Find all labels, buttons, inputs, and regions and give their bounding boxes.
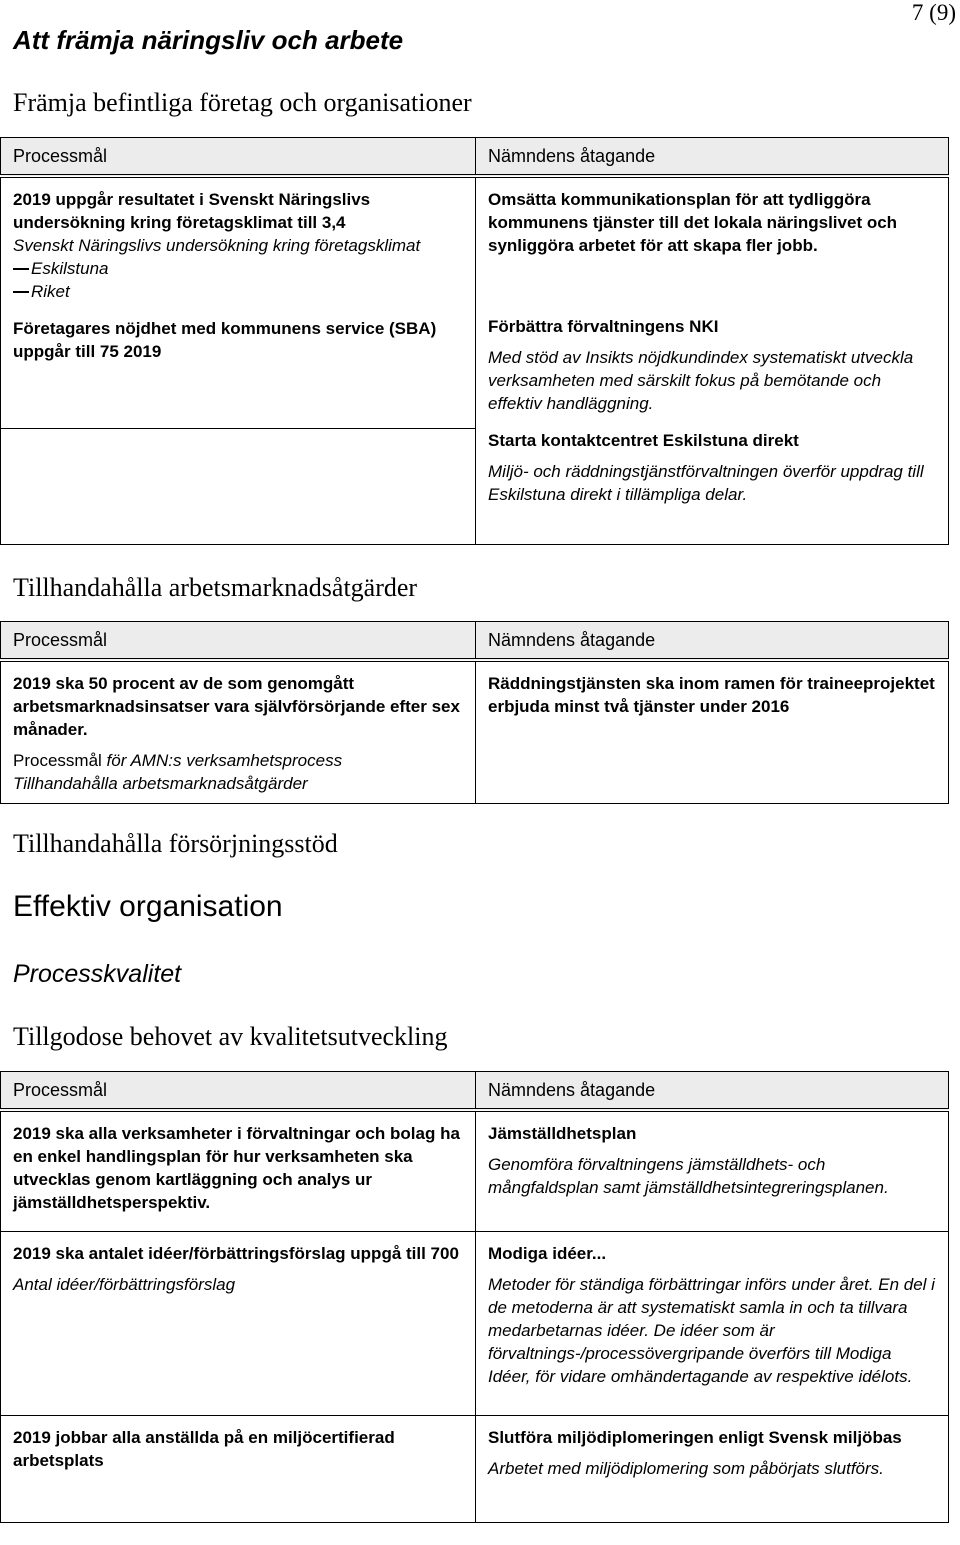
- process-reference-prefix: Processmål: [13, 751, 102, 770]
- measure: Antal idéer/förbättringsförslag: [13, 1275, 236, 1294]
- commitment-title: Jämställdhetsplan: [488, 1124, 637, 1143]
- commitment-text: Miljö- och räddningstjänstförvaltningen överför uppdrag till Eskilstuna direkt i tillämpliga delar.: [488, 462, 924, 504]
- process-goal-cell: [1, 660, 476, 804]
- commitment-cell: [476, 1416, 949, 1523]
- column-header-committee-commitment: Nämndens åtagande: [476, 622, 949, 661]
- heading-process-quality: Processkvalitet: [13, 960, 182, 988]
- commitment-title: Modiga idéer...: [488, 1244, 607, 1263]
- process-goal-cell: [1, 1232, 476, 1416]
- section-heading-labour-market: Tillhandahålla arbetsmarknadsåtgärder: [13, 573, 418, 602]
- process-goal-cell: [1, 176, 476, 429]
- process-goal: 2019 ska antalet idéer/förbättringsförslag uppgå till 700: [13, 1244, 459, 1263]
- process-goal: 2019 uppgår resultatet i Svenskt Näringslivs undersökning kring företagsklimat till 3,4: [13, 190, 371, 232]
- measure-item-label: Eskilstuna: [31, 259, 109, 278]
- process-reference-rest: för AMN:s verksamhetsprocess: [101, 751, 343, 770]
- goal-table-quality-development: [0, 1071, 949, 1523]
- commitment-title: Räddningstjänsten ska inom ramen för traineeprojektet erbjuda minst två tjänster under 2016: [488, 674, 935, 716]
- section-heading-existing-companies: Främja befintliga företag och organisationer: [13, 88, 472, 117]
- goal-table-labour-market: [0, 621, 949, 804]
- heading-effective-organisation: Effektiv organisation: [13, 890, 283, 923]
- section-heading-income-support: Tillhandahålla försörjningsstöd: [13, 829, 338, 858]
- commitment-cell: [476, 660, 949, 804]
- column-header-committee-commitment: Nämndens åtagande: [476, 1072, 949, 1111]
- column-header-process-goal: Processmål: [1, 1072, 476, 1111]
- column-header-committee-commitment: Nämndens åtagande: [476, 138, 949, 177]
- process-goal: Företagares nöjdhet med kommunens service (SBA) uppgår till 75 2019: [13, 319, 437, 361]
- commitment-title: Slutföra miljödiplomeringen enligt Svensk miljöbas: [488, 1428, 902, 1447]
- commitment-cell: [476, 1110, 949, 1232]
- measure-item: [13, 280, 463, 303]
- process-goal-cell: [1, 1416, 476, 1523]
- measure-item-label: Riket: [31, 282, 70, 301]
- commitment-title: Starta kontaktcentret Eskilstuna direkt: [488, 431, 799, 450]
- process-reference-name: Tillhandahålla arbetsmarknadsåtgärder: [13, 774, 308, 793]
- measure-item: [13, 257, 463, 280]
- process-goal-cell-empty: [1, 429, 476, 545]
- column-header-process-goal: Processmål: [1, 138, 476, 177]
- page-number: 7 (9): [911, 0, 956, 25]
- goal-table-existing-companies: [0, 137, 949, 545]
- process-goal: 2019 ska alla verksamheter i förvaltningar och bolag ha en enkel handlingsplan för hur verksamheten ska utvecklas genom kartläggning och analys ur jämställdhetsperspektiv.: [13, 1124, 460, 1212]
- commitment-title: Omsätta kommunikationsplan för att tydliggöra kommunens tjänster till det lokala näringslivet och synliggöra arbetet för att skapa fler jobb.: [488, 190, 898, 255]
- dash-bullet: [13, 268, 29, 280]
- commitment-text: Metoder för ständiga förbättringar införs under året. En del i de metoderna är att systematiskt samla in och ta tillvara medarbetarnas idéer. De idéer som är förvaltnings-/processövergripande överförs till Modiga Idéer, för vidare omhändertagande av respektive idélots.: [488, 1275, 935, 1386]
- process-goal: 2019 ska 50 procent av de som genomgått arbetsmarknadsinsatser vara självförsörjande efter sex månader.: [13, 674, 460, 739]
- commitment-cell: [476, 1232, 949, 1416]
- dash-bullet: [13, 291, 29, 303]
- commitment-title: Förbättra förvaltningens NKI: [488, 317, 719, 336]
- measure: Svenskt Näringslivs undersökning kring företagsklimat: [13, 236, 421, 255]
- column-header-process-goal: Processmål: [1, 622, 476, 661]
- process-reference: [13, 749, 463, 772]
- commitment-text: Genomföra förvaltningens jämställdhets- och mångfaldsplan samt jämställdhetsintegreringsplanen.: [488, 1155, 889, 1197]
- page-title: Att främja näringsliv och arbete: [13, 25, 404, 55]
- process-goal: 2019 jobbar alla anställda på en miljöcertifierad arbetsplats: [13, 1428, 395, 1470]
- commitment-text: Arbetet med miljödiplomering som påbörjats slutförs.: [488, 1459, 884, 1478]
- section-heading-quality-development: Tillgodose behovet av kvalitetsutveckling: [13, 1022, 448, 1051]
- process-goal-cell: [1, 1110, 476, 1232]
- commitment-text: Med stöd av Insikts nöjdkundindex systematiskt utveckla verksamheten med särskilt fokus på bemötande och effektiv handläggning.: [488, 348, 914, 413]
- commitment-cell: [476, 176, 949, 545]
